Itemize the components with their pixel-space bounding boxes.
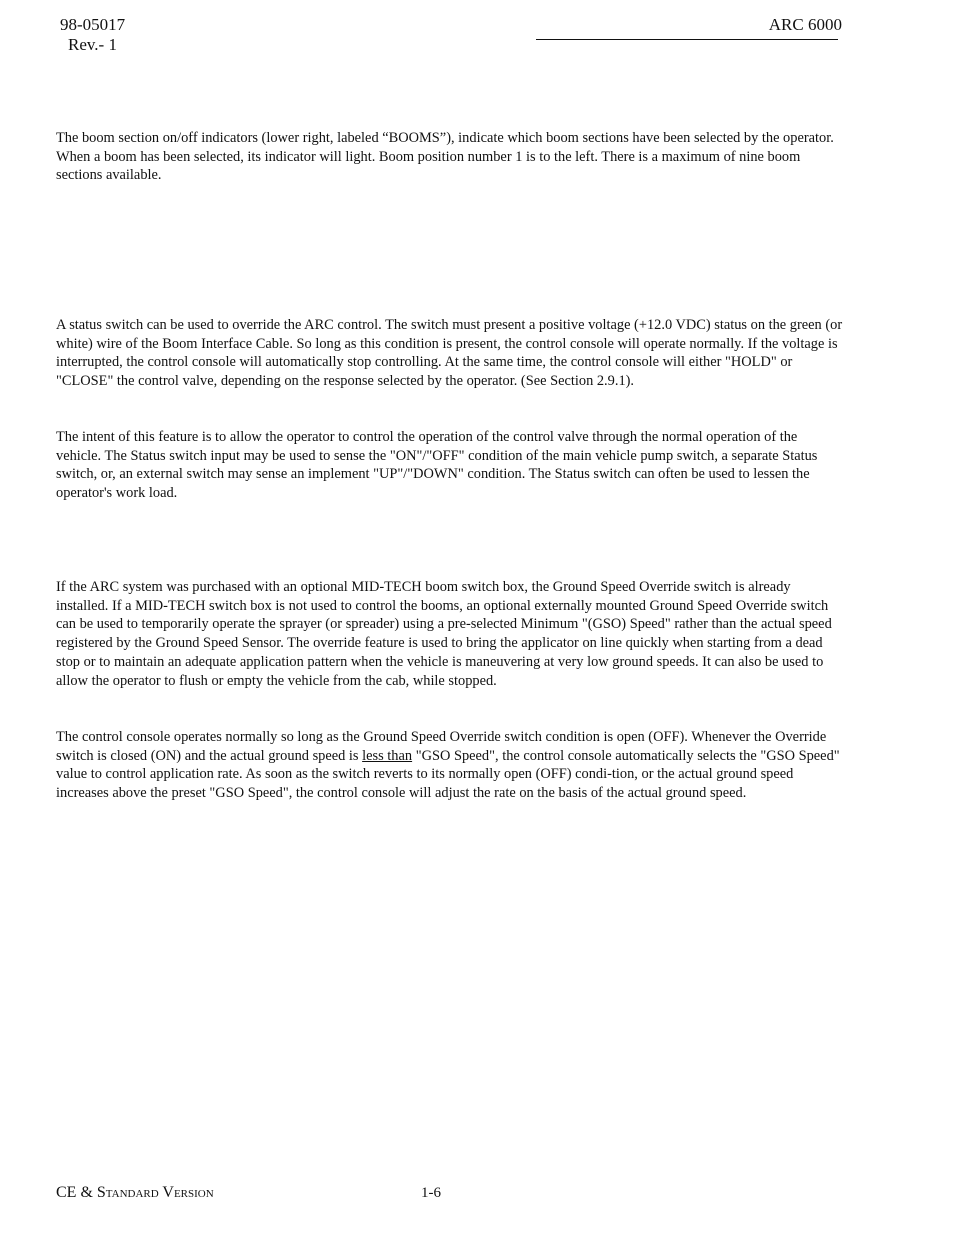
footer-edition [56, 1183, 214, 1203]
page-number: 1-6 [421, 1185, 441, 1201]
less-than-underlined: less than [362, 747, 413, 764]
document-number: 98-05017 [60, 15, 126, 34]
gso-paragraph-1: If the ARC system was purchased with an optional MID-TECH boom switch box, the Ground Speed Override switch is already installed. If a MID-TECH switch box is not used to control the booms, an optional externally mounted Ground Speed Override switch can be used to temporarily operate the sprayer (or spreader) using a pre-selected Minimum "(GSO) Speed" rather than the actual speed registered by the Ground Speed Sensor. The override feature is used to bring the applicator on line quickly when starting from a dead stop or to maintain an adequate application pattern when the vehicle is maneuvering at very low ground speeds. It can also be used to allow the operator to flush or empty the vehicle from the cab, while stopped. [56, 579, 832, 689]
product-name: ARC 6000 [768, 15, 842, 34]
gso-paragraph-2-text-b: "GSO Speed", the control console automatically selects the "GSO Speed" value to control application rate. As soon as the switch reverts to its normally open (OFF) condi-tion, or the actual ground speed increases above the preset "GSO Speed", the control console will adjust the rate on the basis of the actual ground speed. [56, 747, 840, 802]
revision-label: Rev.- 1 [68, 35, 117, 54]
footer-edition-prefix: CE & [56, 1184, 97, 1201]
header-right-rule [536, 15, 842, 40]
gso-paragraph-2-text-a: The control console operates normally so long as the Ground Speed Override switch condition is open (OFF). Whenever the Override switch is closed (ON) and the actual ground speed is [56, 729, 827, 764]
booms-paragraph: The boom section on/off indicators (lower right, labeled “BOOMS”), indicate which boom sections have been selected by the operator. When a boom has been selected, its indicator will light. Boom position number 1 is to the left. There is a maximum of nine boom sections available. [56, 130, 834, 184]
status-paragraph-1: A status switch can be used to override the ARC control. The switch must present a positive voltage (+12.0 VDC) status on the green (or white) wire of the Boom Interface Cable. So long as this condition is present, the control console will operate normally. If the voltage is interrupted, the control console will automatically stop controlling. At the same time, the control console will either "HOLD" or "CLOSE" the control valve, depending on the response selected by the operator. (See Section 2.9.1). [56, 317, 843, 390]
status-paragraph-2: The intent of this feature is to allow the operator to control the operation of the control valve through the normal operation of the vehicle. The Status switch input may be used to sense the "ON"/"OFF" condition of the main vehicle pump switch, a separate Status switch, or, an external switch may sense an implement "UP"/"DOWN" condition. The Status switch can often be used to lessen the operator's work load. [56, 429, 818, 502]
gso-paragraph-2 [56, 728, 846, 803]
header-left [60, 15, 125, 55]
footer-edition-name: Standard Version [96, 1184, 214, 1201]
